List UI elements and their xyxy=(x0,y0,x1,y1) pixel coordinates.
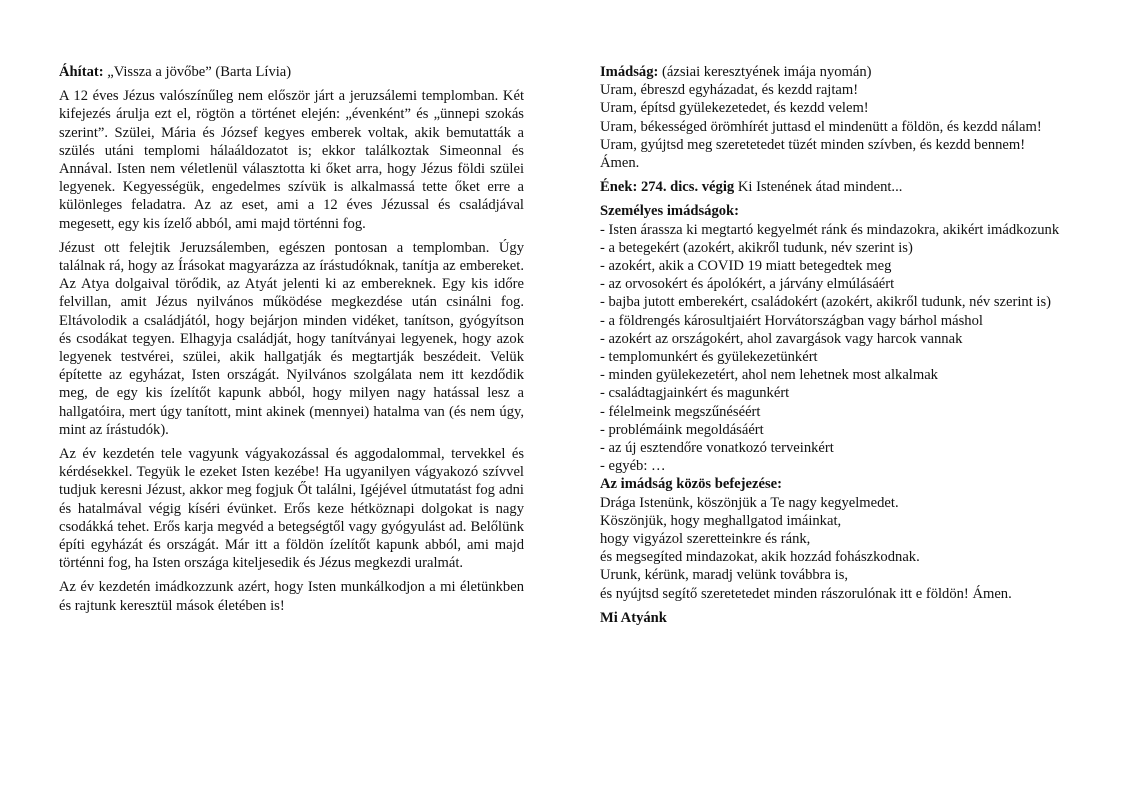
closing-line: Urunk, kérünk, maradj velünk továbbra is, xyxy=(600,567,849,584)
closing-line: Drága Istenünk, köszönjük a Te nagy kegyelmedet. xyxy=(600,494,899,511)
personal-prayers-heading xyxy=(600,202,1066,220)
list-item: - bajba jutott emberekért, családokért (azokért, akikről tudunk, név szerint is) xyxy=(600,294,1052,311)
song-text: Ki Istenének átad mindent... xyxy=(734,179,903,196)
devotion-paragraph-4: Az év kezdetén imádkozzunk azért, hogy Isten munkálkodjon a mi életünkben és rajtunk keresztül mások életében is! xyxy=(59,579,524,614)
list-item: - templomunkért és gyülekezetünkért xyxy=(600,349,818,366)
list-item: - azokért az országokért, ahol zavargások vagy harcok vannak xyxy=(600,330,963,347)
prayer-source: (ázsiai keresztyének imája nyomán) xyxy=(658,64,872,80)
closing-line: Köszönjük, hogy meghallgatod imáinkat, xyxy=(600,512,842,529)
prayer-line: Uram, békességed örömhírét juttasd el mindenütt a földön, és kezdd nálam! xyxy=(600,118,1042,135)
prayer-line: Ámen. xyxy=(600,155,640,172)
devotion-paragraph-1: A 12 éves Jézus valószínűleg nem először járt a jeruzsálemi templomban. Két kifejezés árulja ezt el, rögtön a történet elején: „évenként” és „ünnepi szokás szerint”. Szülei, Mária és József kegyes emberek voltak, akik bemutatták a szülés utáni templomi hálaáldozatot is; ekkor találkoztak Simeonnal és Annával. Isten nem véletlenül választotta ki őket arra, hogy Jézus földi szülei legyenek. Kegyességük, engedelmes szívük is alkalmassá tette őket erre a különleges feladatra. Az az eset, ami a 12 éves Jézussal és családjával megesett, egy kis ízelő abból, ami majd történni fog. xyxy=(59,88,524,232)
devotion-title: „Vissza a jövőbe” (Barta Lívia) xyxy=(103,64,292,80)
list-item: - problémáink megoldásáért xyxy=(600,421,764,438)
lords-prayer-text: Mi Atyánk xyxy=(600,609,667,626)
prayer-line: Uram, építsd gyülekezetedet, és kezdd velem! xyxy=(600,100,869,117)
devotion-label: Áhítat: xyxy=(59,64,104,80)
right-column xyxy=(600,63,1066,627)
list-item: - azokért, akik a COVID 19 miatt betegedtek meg xyxy=(600,258,892,275)
list-item: - a földrengés károsultjaiért Horvátországban vagy bárhol máshol xyxy=(600,312,983,329)
list-item: - Isten árassza ki megtartó kegyelmét ránk és mindazokra, akikért imádkozunk xyxy=(600,221,1060,238)
devotion-heading xyxy=(59,63,524,81)
closing-line: hogy vigyázol szeretteinkre és ránk, xyxy=(600,531,811,548)
personal-prayers-heading-text: Személyes imádságok: xyxy=(600,203,740,220)
prayer-line: Uram, ébreszd egyházadat, és kezdd rajtam! xyxy=(600,82,859,99)
lords-prayer-label xyxy=(600,609,1066,627)
list-item: - az orvosokért és ápolókért, a járvány elmúlásáért xyxy=(600,276,895,293)
closing-heading xyxy=(600,475,1066,493)
list-item: - minden gyülekezetért, ahol nem lehetnek most alkalmak xyxy=(600,367,938,384)
devotion-paragraph-2: Jézust ott felejtik Jeruzsálemben, egészen pontosan a templomban. Úgy találnak rá, hogy az Írásokat magyarázza az írástudóknak, tanítja az embereket. Az Atya dolgaival törődik, az Atyát jelenti ki az embereknek. Egy kis időre felvillan, amit Jézus nyilvános működése megkezdése után csinálni fog. Eltávolodik a családjától, hogy bejárjon minden vidéket, tanítson, gyógyítson és csodákat tegyen. Elhagyja családját, hogy tanítványai legyenek, hogy azok legyenek testvérei, szülei, akik hallgatják és megtartják beszédeit. Velük építette az egyházat, Isten országát. Nyilvános szolgálata nem itt kezdődik meg, de egy kis ízelítőt kapunk abból, hogy milyen nagy hatással lesz a hallgatóira, mert úgy tanított, mint akinek (mennyei) hatalma van (és nem úgy, mint az írástudók). xyxy=(59,239,524,438)
closing-line: és megsegíted mindazokat, akik hozzád fohászkodnak. xyxy=(600,549,920,566)
prayer-heading xyxy=(600,63,1066,81)
devotion-paragraph-3: Az év kezdetén tele vagyunk vágyakozással és aggodalommal, tervekkel és kérdésekkel. Tegyük le ezeket Isten kezébe! Ha ugyanilyen vágyakozó szívvel tudjuk keresni Jézust, akkor meg fogjuk Őt találni, Igéjével útmutatást fog adni és hatalmával végig kíséri évünket. Erős keze hétköznapi dolgokat is nagy csodákká tehet. Erős karja megvéd a betegségtől vagy gyógyulást ad. Belőlünk építi egyházát és országát. Már itt a földön ízelítőt kapunk abból, ami majd történni fog, ha Isten országa kiteljesedik és Jézus megkezdi uralmát. xyxy=(59,446,524,572)
list-item: - az új esztendőre vonatkozó terveinkért xyxy=(600,440,834,457)
closing-heading-text: Az imádság közös befejezése: xyxy=(600,476,782,493)
list-item: - egyéb: … xyxy=(600,458,666,475)
closing-line: és nyújtsd segítő szeretetedet minden rászorulónak itt e földön! Ámen. xyxy=(600,585,1012,602)
song-label: Ének: 274. dics. végig xyxy=(600,179,735,196)
prayer-line: Uram, gyújtsd meg szeretetedet tüzét minden szívben, és kezdd bennem! xyxy=(600,136,1026,153)
list-item: - családtagjainkért és magunkért xyxy=(600,385,790,402)
left-column xyxy=(59,63,524,615)
list-item: - félelmeink megszűnéséért xyxy=(600,403,761,420)
prayer-label: Imádság: xyxy=(600,64,659,80)
list-item: - a betegekért (azokért, akikről tudunk, név szerint is) xyxy=(600,239,913,256)
song-line xyxy=(600,178,1066,196)
